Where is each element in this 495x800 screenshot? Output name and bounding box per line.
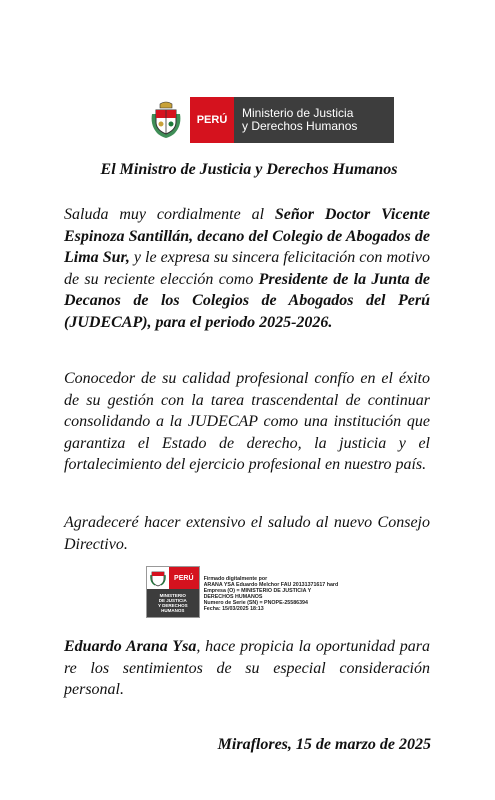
signature-line-5: Numero de Serie (SN) = PNOPE-25586394 <box>203 600 308 607</box>
signature-line-4: DERECHOS HUMANOS <box>203 594 263 601</box>
ministry-name-line1: Ministerio de Justicia <box>242 106 354 120</box>
ministry-name-line2: y Derechos Humanos <box>242 119 358 133</box>
letter-heading: El Ministro de Justicia y Derechos Humanos <box>100 161 398 178</box>
signature-details <box>204 576 386 613</box>
paragraph-closing-bold: Eduardo Arana Ysa <box>64 638 197 655</box>
ministry-name <box>234 97 394 143</box>
paragraph-trust: Conocedor de su calidad profesional confío en el éxito de su gestión con la tarea trascendental de continuar consolidando a la JUDECAP como una institución que garantiza el Estado de derecho, la justicia y el fortalecimiento del ejercicio profesional en nuestro país. <box>64 370 430 473</box>
signature-line-3: Empresa (O) = MINISTERIO DE JUSTICIA Y <box>203 588 312 595</box>
paragraph-extend-greeting: Agradeceré hacer extensivo el saludo al nuevo Consejo Directivo. <box>64 514 430 553</box>
signature-logo-line2: DE JUSTICIA <box>158 597 187 603</box>
peru-badge: PERÚ <box>190 97 234 143</box>
signature-logo-line3: Y DERECHOS <box>157 603 188 608</box>
paragraph-closing-text: , hace propicia la oportunidad para re los sentimientos de su especial consideración personal. <box>64 638 430 698</box>
paragraph-greeting-text-2: y le expresa su sincera felicitación con motivo de su reciente elección como <box>64 249 430 288</box>
paragraph-greeting-bold-2: Presidente de la Junta de Decanos de los Colegios de Abogados del Perú (JUDECAP), para el periodo 2025-2026. <box>64 270 430 331</box>
dateline: Miraflores, 15 de marzo de 2025 <box>217 736 431 753</box>
paragraph-closing <box>64 636 430 701</box>
signature-ministry-logo <box>146 566 200 618</box>
paragraph-greeting-text-1: Saluda muy cordialmente al <box>64 206 275 223</box>
signature-line-2: ARANA YSA Eduardo Melchor FAU 20131371617 hard <box>203 582 339 589</box>
signature-logo-line1: MINISTERIO <box>159 592 186 598</box>
signature-ministry-text <box>147 589 199 617</box>
coat-of-arms-icon <box>146 97 186 143</box>
digital-signature-stamp <box>146 566 386 618</box>
ministry-letterhead-logo <box>146 97 394 143</box>
signature-line-1: Firmado digitalmente por <box>203 576 268 582</box>
signature-peru-badge: PERÚ <box>169 567 199 589</box>
signature-line-6: Fecha: 15/03/2025 18:13 <box>203 606 264 613</box>
signature-logo-line4: HUMANOS <box>161 608 185 614</box>
paragraph-greeting <box>64 204 430 333</box>
paragraph-greeting-bold-1: Señor Doctor Vicente Espinoza Santillán, decano del Colegio de Abogados de Lima Sur, <box>64 206 431 266</box>
signature-seal-icon <box>147 567 169 589</box>
